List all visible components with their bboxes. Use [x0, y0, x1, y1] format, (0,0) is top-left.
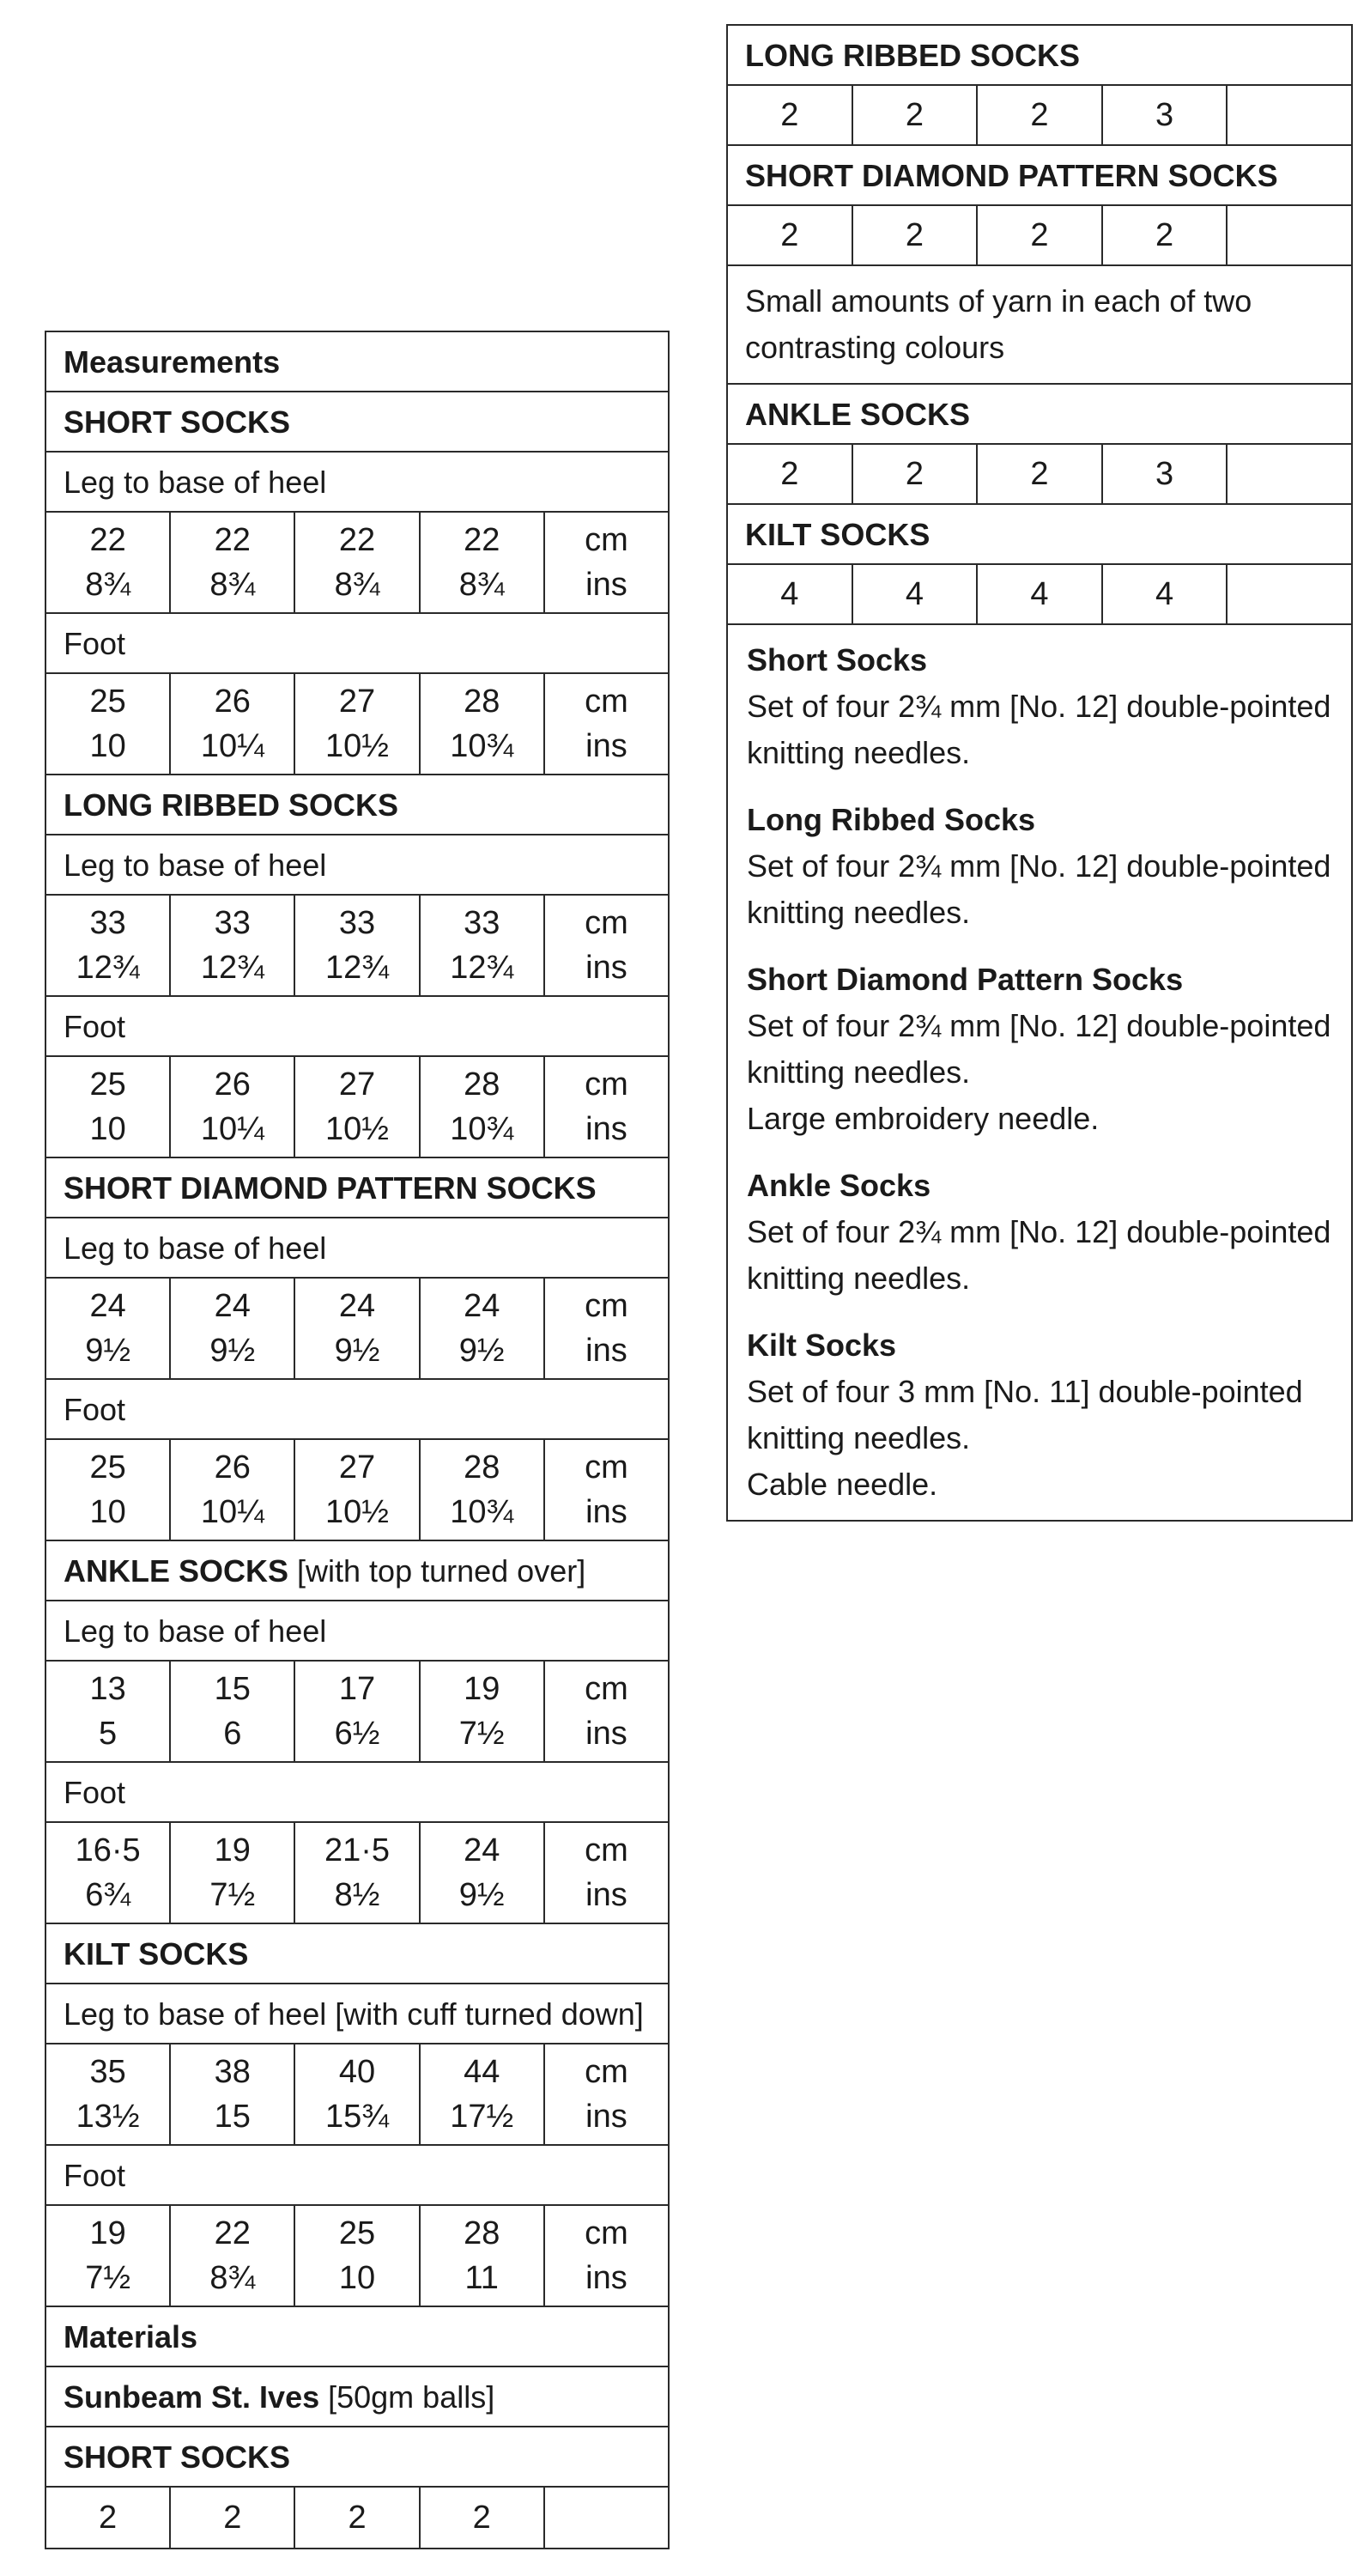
- cell-value-top: 22: [89, 522, 126, 558]
- table-cell: [545, 2206, 668, 2306]
- needle-entry-line: Set of four 2¾ mm [No. 12] double-pointed knitting needles.: [747, 689, 1331, 770]
- table-cell: [421, 1440, 545, 1540]
- section-name: ANKLE SOCKS: [64, 1553, 289, 1589]
- table-cell: [295, 2044, 420, 2144]
- table-cell: [295, 896, 420, 995]
- cell-value-bottom: 12¾: [200, 950, 264, 986]
- cell-value-bottom: 10¾: [450, 728, 514, 764]
- cell-value-bottom: 10½: [325, 1494, 389, 1530]
- cell-value-top: 19: [89, 2215, 126, 2251]
- section-heading-kilt-socks: [46, 1924, 668, 1984]
- cell-value-top: 26: [214, 683, 251, 720]
- cell-value: 2: [780, 97, 799, 133]
- needle-entry: [747, 1322, 1332, 1508]
- cell-value-top: 24: [338, 1288, 376, 1324]
- cell-value-top: cm: [585, 2054, 628, 2090]
- cell-value-bottom: ins: [585, 728, 627, 764]
- cell-value-top: cm: [585, 905, 628, 941]
- table-cell: [1103, 86, 1228, 144]
- cell-value-top: 24: [214, 1288, 251, 1324]
- cell-value: 2: [905, 456, 924, 492]
- section-heading-short-socks: [46, 392, 668, 453]
- needle-entry-line: Set of four 2¾ mm [No. 12] double-pointed knitting needles.: [747, 1008, 1331, 1090]
- cell-value-top: cm: [585, 1832, 628, 1868]
- table-cell: [171, 1279, 295, 1378]
- table-cell: [295, 1662, 420, 1761]
- cell-value-bottom: 10: [89, 1494, 126, 1530]
- cell-value-top: 28: [464, 1066, 500, 1103]
- section-heading-short-diamond-pattern-socks: SHORT DIAMOND PATTERN SOCKS: [728, 146, 1351, 206]
- cell-value-top: 25: [89, 683, 126, 720]
- table-cell: [46, 1057, 171, 1157]
- cell-value-bottom: 8½: [334, 1877, 380, 1913]
- measurement-row: [46, 1662, 668, 1763]
- measurement-label: Foot: [46, 2146, 668, 2206]
- cell-value-bottom: 10¼: [200, 1494, 264, 1530]
- measurement-row: [46, 513, 668, 614]
- table-cell: [728, 86, 853, 144]
- cell-value-bottom: 8¾: [458, 567, 505, 603]
- table-cell: [1228, 565, 1351, 623]
- cell-value-top: 25: [89, 1449, 126, 1485]
- cell-value-top: 25: [338, 2215, 376, 2251]
- table-cell: [728, 445, 853, 503]
- cell-value-top: 33: [338, 905, 376, 941]
- cell-value-bottom: ins: [585, 1333, 627, 1369]
- cell-value-top: cm: [585, 1449, 628, 1485]
- table-cell: [421, 513, 545, 612]
- cell-value-bottom: 10½: [325, 1111, 389, 1147]
- table-cell: [171, 2488, 295, 2548]
- measurement-row: [46, 2044, 668, 2146]
- cell-value-top: 22: [214, 522, 251, 558]
- cell-value-top: 33: [464, 905, 500, 941]
- table-cell: [46, 513, 171, 612]
- measurement-row: [46, 1440, 668, 1541]
- table-cell: [171, 2044, 295, 2144]
- section-name: LONG RIBBED SOCKS: [64, 787, 399, 823]
- table-cell: [545, 1057, 668, 1157]
- table-cell: [421, 2488, 545, 2548]
- table-cell: [171, 2206, 295, 2306]
- cell-value: 2: [905, 97, 924, 133]
- cell-value-top: 24: [464, 1832, 500, 1868]
- cell-value-bottom: 15¾: [325, 2099, 389, 2135]
- cell-value-bottom: 6½: [334, 1716, 380, 1752]
- cell-value: 4: [1030, 576, 1049, 612]
- cell-value-bottom: ins: [585, 1494, 627, 1530]
- cell-value-top: 33: [89, 905, 126, 941]
- table-cell: [1228, 445, 1351, 503]
- cell-value-bottom: 10: [89, 1111, 126, 1147]
- cell-value-bottom: 15: [214, 2099, 251, 2135]
- cell-value-top: 40: [338, 2054, 376, 2090]
- ball-count-row: [728, 565, 1351, 625]
- cell-value-top: 27: [338, 1449, 376, 1485]
- cell-value-top: cm: [585, 2215, 628, 2251]
- cell-value: 2: [1030, 217, 1049, 253]
- table-cell: [46, 674, 171, 774]
- cell-value-top: 24: [89, 1288, 126, 1324]
- section-heading-ankle-socks: [46, 1541, 668, 1601]
- cell-value-bottom: 10¾: [450, 1111, 514, 1147]
- cell-value-bottom: 10¼: [200, 728, 264, 764]
- table-cell: [1103, 206, 1228, 264]
- table-cell: [545, 1662, 668, 1761]
- cell-value-bottom: 7½: [85, 2260, 131, 2296]
- cell-value-top: 19: [464, 1671, 500, 1707]
- measurement-label: Foot: [46, 1763, 668, 1823]
- table-cell: [853, 565, 979, 623]
- table-cell: [171, 1823, 295, 1923]
- table-cell: [728, 206, 853, 264]
- cell-value-bottom: 5: [99, 1716, 118, 1752]
- cell-value: 2: [1155, 217, 1174, 253]
- ball-count-row: [728, 445, 1351, 505]
- table-cell: [545, 674, 668, 774]
- cell-value-bottom: 10: [338, 2260, 376, 2296]
- table-cell: [853, 86, 979, 144]
- table-cell: [545, 1279, 668, 1378]
- needle-entry: [747, 797, 1332, 936]
- cell-value-bottom: ins: [585, 1877, 627, 1913]
- table-cell: [46, 1440, 171, 1540]
- cell-value-top: 38: [214, 2054, 251, 2090]
- table-cell: [421, 674, 545, 774]
- needle-entry-line: Large embroidery needle.: [747, 1101, 1100, 1136]
- table-cell: [853, 206, 979, 264]
- section-heading-ankle-socks: ANKLE SOCKS: [728, 385, 1351, 445]
- table-cell: [171, 1440, 295, 1540]
- table-cell: [295, 1057, 420, 1157]
- table-cell: [421, 1823, 545, 1923]
- needle-entry: [747, 957, 1332, 1142]
- table-cell: [46, 1823, 171, 1923]
- cell-value-top: 21·5: [324, 1832, 391, 1868]
- cell-value-top: 25: [89, 1066, 126, 1103]
- section-heading-short-diamond-pattern-socks: [46, 1158, 668, 1218]
- table-cell: [421, 1279, 545, 1378]
- cell-value: 2: [1030, 456, 1049, 492]
- cell-value-top: 28: [464, 2215, 500, 2251]
- table-cell: [46, 896, 171, 995]
- cell-value-top: 44: [464, 2054, 500, 2090]
- cell-value-bottom: 9½: [458, 1333, 505, 1369]
- cell-value-bottom: 8¾: [209, 567, 256, 603]
- table-cell: [171, 1057, 295, 1157]
- cell-value-bottom: 13½: [76, 2099, 140, 2135]
- cell-value-bottom: 8¾: [85, 567, 131, 603]
- needle-entry: [747, 637, 1332, 776]
- measurement-label: Leg to base of heel: [46, 835, 668, 896]
- needle-entry: [747, 1163, 1332, 1302]
- needles-list: [728, 625, 1351, 1520]
- cell-value-bottom: 7½: [209, 1877, 256, 1913]
- cell-value-bottom: 11: [464, 2260, 499, 2296]
- cell-value-bottom: 10½: [325, 728, 389, 764]
- table-cell: [978, 206, 1103, 264]
- table-cell: [728, 565, 853, 623]
- cell-value-top: 19: [214, 1832, 251, 1868]
- section-name: Sunbeam St. Ives: [64, 2379, 320, 2415]
- table-cell: [545, 1440, 668, 1540]
- table-cell: [1228, 86, 1351, 144]
- materials-title: Materials: [46, 2307, 668, 2367]
- cell-value: 4: [1155, 576, 1174, 612]
- cell-value-top: 13: [89, 1671, 126, 1707]
- materials-panel: [726, 24, 1353, 1522]
- measurement-row: [46, 896, 668, 997]
- cell-value-top: cm: [585, 1066, 628, 1103]
- cell-value: 2: [99, 2500, 118, 2536]
- cell-value-bottom: ins: [585, 1716, 627, 1752]
- cell-value-top: 27: [338, 1066, 376, 1103]
- section-heading-kilt-socks: KILT SOCKS: [728, 505, 1351, 565]
- needle-entry-line: Cable needle.: [747, 1467, 938, 1502]
- table-cell: [421, 2044, 545, 2144]
- needle-entry-line: Set of four 2¾ mm [No. 12] double-pointed knitting needles.: [747, 848, 1331, 930]
- cell-value-bottom: ins: [585, 1111, 627, 1147]
- measurement-row: [46, 1279, 668, 1380]
- table-cell: [1228, 206, 1351, 264]
- cell-value-top: 24: [464, 1288, 500, 1324]
- cell-value-top: cm: [585, 1671, 628, 1707]
- ball-count-row: [728, 86, 1351, 146]
- measurement-label: Leg to base of heel: [46, 1601, 668, 1662]
- section-qualifier: [50gm balls]: [319, 2379, 495, 2415]
- table-cell: [421, 2206, 545, 2306]
- cell-value: 3: [1155, 97, 1174, 133]
- table-cell: [171, 513, 295, 612]
- measurement-row: [46, 1057, 668, 1158]
- table-cell: [46, 2044, 171, 2144]
- cell-value-top: 15: [214, 1671, 251, 1707]
- cell-value-top: 27: [338, 683, 376, 720]
- cell-value: 4: [905, 576, 924, 612]
- table-cell: [295, 1440, 420, 1540]
- table-cell: [545, 2044, 668, 2144]
- cell-value-bottom: 10¾: [450, 1494, 514, 1530]
- cell-value-top: 26: [214, 1449, 251, 1485]
- cell-value-top: 28: [464, 1449, 500, 1485]
- cell-value: 2: [472, 2500, 491, 2536]
- needle-entry-line: Set of four 2¾ mm [No. 12] double-pointed knitting needles.: [747, 1214, 1331, 1296]
- cell-value-bottom: 10: [89, 728, 126, 764]
- table-cell: [421, 1057, 545, 1157]
- measurement-row: [46, 2206, 668, 2307]
- table-cell: [295, 1279, 420, 1378]
- section-heading-long-ribbed-socks: [46, 775, 668, 835]
- cell-value-top: 35: [89, 2054, 126, 2090]
- cell-value: 2: [223, 2500, 242, 2536]
- cell-value-bottom: ins: [585, 567, 627, 603]
- table-cell: [171, 1662, 295, 1761]
- cell-value: 2: [780, 217, 799, 253]
- ball-count-row: [46, 2488, 668, 2548]
- measurement-label: Foot: [46, 1380, 668, 1440]
- ball-count-row: [728, 206, 1351, 266]
- table-cell: [421, 896, 545, 995]
- needle-entry-line: Set of four 3 mm [No. 11] double-pointed knitting needles.: [747, 1374, 1303, 1455]
- cell-value-bottom: ins: [585, 2260, 627, 2296]
- table-cell: [545, 2488, 668, 2548]
- cell-value-bottom: 6: [223, 1716, 242, 1752]
- cell-value-bottom: ins: [585, 950, 627, 986]
- cell-value-bottom: 9½: [85, 1333, 131, 1369]
- yarn-heading: [46, 2367, 668, 2427]
- table-cell: [295, 2206, 420, 2306]
- yarn-note: Small amounts of yarn in each of two contrasting colours: [728, 266, 1351, 385]
- cell-value-bottom: 8¾: [209, 2260, 256, 2296]
- table-cell: [978, 565, 1103, 623]
- cell-value-top: 33: [214, 905, 251, 941]
- measurements-title: Measurements: [46, 332, 668, 392]
- table-cell: [295, 674, 420, 774]
- measurement-label: Foot: [46, 997, 668, 1057]
- table-cell: [978, 86, 1103, 144]
- needle-entry-title: Short Diamond Pattern Socks: [747, 962, 1184, 997]
- cell-value: 2: [780, 456, 799, 492]
- cell-value-bottom: ins: [585, 2099, 627, 2135]
- cell-value: 2: [1030, 97, 1049, 133]
- cell-value: 4: [780, 576, 799, 612]
- cell-value-top: 26: [214, 1066, 251, 1103]
- measurement-label: Leg to base of heel: [46, 453, 668, 513]
- cell-value-top: cm: [585, 522, 628, 558]
- table-cell: [853, 445, 979, 503]
- section-name: SHORT DIAMOND PATTERN SOCKS: [64, 1170, 597, 1206]
- measurements-panel: [45, 331, 670, 2549]
- cell-value-top: 22: [464, 522, 500, 558]
- table-cell: [545, 513, 668, 612]
- table-cell: [295, 513, 420, 612]
- cell-value-top: 22: [214, 2215, 251, 2251]
- table-cell: [171, 674, 295, 774]
- cell-value-bottom: 12¾: [325, 950, 389, 986]
- cell-value-bottom: 9½: [209, 1333, 256, 1369]
- cell-value: 3: [1155, 456, 1174, 492]
- cell-value-top: 17: [338, 1671, 376, 1707]
- table-cell: [421, 1662, 545, 1761]
- section-heading-long-ribbed-socks: LONG RIBBED SOCKS: [728, 26, 1351, 86]
- cell-value-bottom: 6¾: [85, 1877, 131, 1913]
- table-cell: [46, 2206, 171, 2306]
- section-name: KILT SOCKS: [64, 1936, 249, 1971]
- cell-value-top: 22: [338, 522, 376, 558]
- measurement-label: Foot: [46, 614, 668, 674]
- cell-value-bottom: 7½: [458, 1716, 505, 1752]
- table-cell: [545, 896, 668, 995]
- table-cell: [545, 1823, 668, 1923]
- table-cell: [295, 1823, 420, 1923]
- measurement-row: [46, 1823, 668, 1924]
- section-qualifier: [with top turned over]: [288, 1553, 586, 1589]
- cell-value-bottom: 9½: [334, 1333, 380, 1369]
- table-cell: [295, 2488, 420, 2548]
- section-name: SHORT SOCKS: [64, 404, 291, 440]
- table-cell: [1103, 445, 1228, 503]
- cell-value-bottom: 12¾: [76, 950, 140, 986]
- table-cell: [978, 445, 1103, 503]
- cell-value: 2: [348, 2500, 367, 2536]
- table-cell: [46, 1662, 171, 1761]
- table-cell: [46, 2488, 171, 2548]
- measurement-label: Leg to base of heel: [46, 1218, 668, 1279]
- needle-entry-title: Kilt Socks: [747, 1327, 897, 1363]
- cell-value-bottom: 12¾: [450, 950, 514, 986]
- needle-entry-title: Ankle Socks: [747, 1168, 931, 1203]
- cell-value-bottom: 17½: [450, 2099, 514, 2135]
- section-heading-short-socks: SHORT SOCKS: [46, 2427, 668, 2488]
- cell-value-top: 28: [464, 683, 500, 720]
- cell-value-bottom: 10¼: [200, 1111, 264, 1147]
- cell-value-top: cm: [585, 1288, 628, 1324]
- cell-value-top: 16·5: [75, 1832, 141, 1868]
- cell-value-bottom: 8¾: [334, 567, 380, 603]
- needle-entry-title: Long Ribbed Socks: [747, 802, 1036, 837]
- cell-value-bottom: 9½: [458, 1877, 505, 1913]
- needle-entry-title: Short Socks: [747, 642, 928, 677]
- cell-value-top: cm: [585, 683, 628, 720]
- table-cell: [46, 1279, 171, 1378]
- measurement-row: [46, 674, 668, 775]
- table-cell: [171, 896, 295, 995]
- cell-value: 2: [905, 217, 924, 253]
- table-cell: [1103, 565, 1228, 623]
- measurement-label: Leg to base of heel [with cuff turned down]: [46, 1984, 668, 2044]
